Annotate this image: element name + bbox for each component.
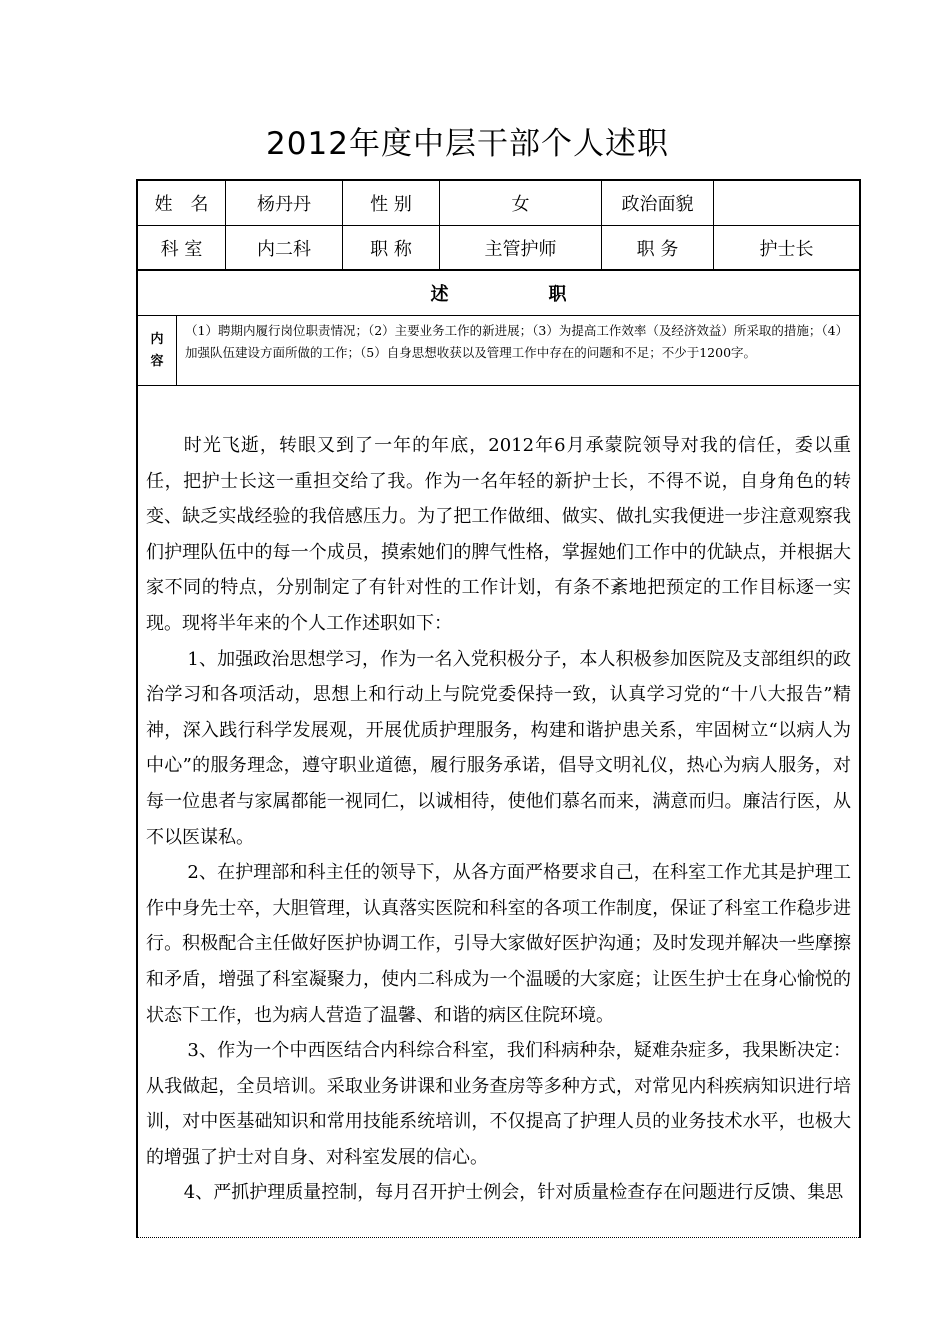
requirements-label-line2: 容	[150, 353, 164, 369]
requirements-label-line1: 内	[150, 331, 164, 347]
report-body[interactable]	[138, 386, 859, 1238]
position-value[interactable]: 护士长	[759, 238, 814, 260]
title-value[interactable]: 主管护师	[440, 226, 602, 269]
requirements-row	[138, 316, 859, 386]
report-form	[136, 179, 861, 1238]
info-row-1	[138, 181, 859, 226]
section-heading: 述职	[430, 284, 667, 305]
dept-value[interactable]: 内二科	[226, 226, 343, 269]
body-paragraph: 时光飞逝，转眼又到了一年的年底，2012年6月承蒙院领导对我的信任，委以重任，把护士长这一重担交给了我。作为一名年轻的新护士长，不得不说，自身角色的转变、缺乏实战经验的我倍感压力。为了把工作做细、做实、做扎实我便进一步注意观察我们护理队伍中的每一个成员，摸索她们的脾气性格，掌握她们工作中的优缺点，并根据大家不同的特点，分别制定了有针对性的工作计划，有条不紊地把预定的工作目标逐一实现。现将半年来的个人工作述职如下：	[146, 435, 851, 634]
name-value[interactable]: 杨丹丹	[226, 181, 343, 225]
body-paragraph: 1、加强政治思想学习，作为一名入党积极分子，本人积极参加医院及支部组织的政治学习和各项活动，思想上和行动上与院党委保持一致，认真学习党的“十八大报告”精神，深入践行科学发展观，开展优质护理服务，构建和谐护患关系，牢固树立“以病人为中心”的服务理念，遵守职业道德，履行服务承诺，倡导文明礼仪，热心为病人服务，对每一位患者与家属都能一视同仁，以诚相待，使他们慕名而来，满意而归。廉洁行医，从不以医谋私。	[146, 648, 851, 848]
requirements-label	[138, 316, 177, 385]
position-label: 职 务	[602, 226, 714, 269]
dept-label: 科 室	[138, 226, 226, 269]
body-paragraph: 3、作为一个中西医结合内科综合科室，我们科病种杂，疑难杂症多，我果断决定：从我做起，全员培训。采取业务讲课和业务查房等多种方式，对常见内科疾病知识进行培训，对中医基础知识和常用技能系统培训，不仅提高了护理人员的业务技术水平，也极大的增强了护士对自身、对科室发展的信心。	[146, 1040, 851, 1168]
name-label: 姓 名	[138, 181, 226, 225]
body-paragraph: 4、严抓护理质量控制，每月召开护士例会，针对质量检查存在问题进行反馈、集思	[183, 1182, 844, 1204]
document-title: 2012年度中层干部个人述职	[266, 126, 669, 162]
section-heading-row	[138, 271, 859, 316]
gender-label: 性 别	[343, 181, 440, 225]
politics-label: 政治面貌	[602, 181, 714, 225]
gender-value[interactable]: 女	[440, 181, 602, 225]
politics-value[interactable]	[714, 181, 859, 225]
body-paragraph: 2、在护理部和科主任的领导下，从各方面严格要求自己，在科室工作尤其是护理工作中身先士卒，大胆管理，认真落实医院和科室的各项工作制度，保证了科室工作稳步进行。积极配合主任做好医护协调工作，引导大家做好医护沟通；及时发现并解决一些摩擦和矛盾，增强了科室凝聚力，使内二科成为一个温暖的大家庭；让医生护士在身心愉悦的状态下工作，也为病人营造了温馨、和谐的病区住院环境。	[146, 862, 851, 1026]
info-row-2	[138, 226, 859, 271]
title-label: 职 称	[343, 226, 440, 269]
requirements-text: （1）聘期内履行岗位职责情况；（2）主要业务工作的新进展；（3）为提高工作效率（及经济效益）所采取的措施；（4）加强队伍建设方面所做的工作；（5）自身思想收获以及管理工作中存在的问题和不足；不少于1200字。	[185, 323, 849, 360]
